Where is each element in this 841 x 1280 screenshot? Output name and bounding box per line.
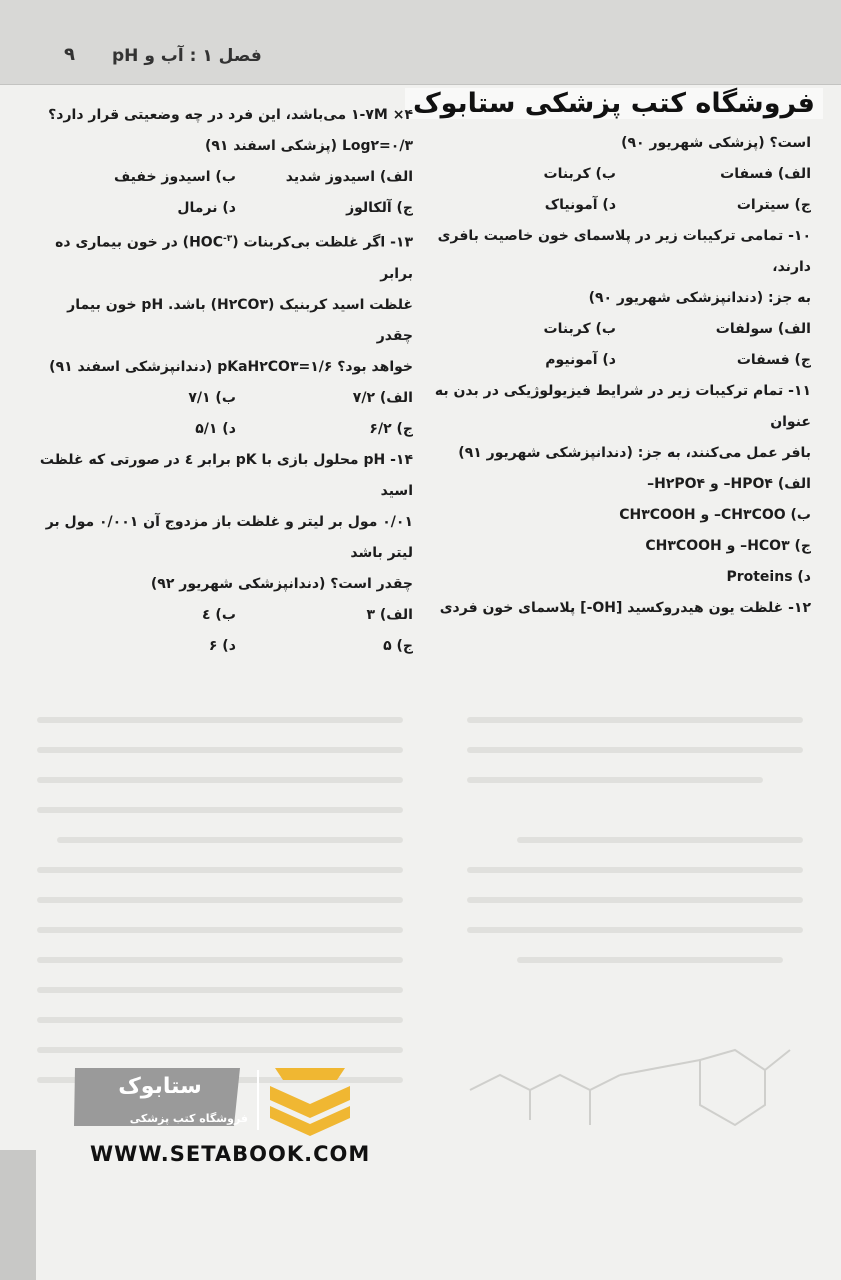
q12-line-2: ۱-۷M ×۴ می‌باشد، این فرد در چه وضعیتی قرار دارد؟ [48, 107, 413, 123]
q10-option-d: د) آمونیوم [545, 352, 616, 368]
q11-option-a: الف) HPO۴– و H۲PO۴– [647, 476, 811, 492]
q10-line-1: ۱۰- تمامی ترکیبات زیر در پلاسمای خون خاصیت بافری دارند، [437, 228, 811, 275]
page-edge-shadow [0, 1150, 36, 1280]
page-header [0, 0, 841, 85]
q10-option-a: الف) سولفات [715, 321, 811, 337]
page-number: ۹ [64, 44, 75, 65]
q14-options-row-1 [28, 600, 413, 631]
q12-line-3: Log۲=۰/۳ (پزشکی اسفند ۹۱) [204, 138, 413, 154]
q12-options-row-1 [28, 162, 413, 193]
setabook-logo-icon [70, 1060, 370, 1140]
logo-wordmark: ستابوک [118, 1074, 202, 1099]
q14-options-row-2 [28, 631, 413, 662]
q9-option-c: ج) سیترات [736, 197, 811, 213]
left-column [28, 100, 413, 662]
q13-options-row-1 [28, 383, 413, 414]
q14-line-1: ۱۴- pH محلول بازی با pK برابر ٤ در صورتی که غلظت اسید [39, 451, 413, 499]
q9-options-row-1 [421, 159, 811, 190]
q9-option-d: د) آمونیاک [544, 197, 616, 213]
logo-caption: فروشگاه کتب پزشکی [129, 1112, 248, 1125]
q13-option-a: الف) ۷/۲ [352, 389, 413, 406]
q14-option-b: ب) ٤ [202, 606, 236, 623]
q14-option-a: الف) ۳ [366, 606, 413, 623]
q11-option-b: ب) CH۳COO– و CH۳COOH [619, 507, 811, 523]
q12-option-a: الف) اسیدوز شدید [285, 169, 413, 185]
q13-line-2: غلظت اسید کربنیک (H۲CO۳) باشد. pH خون بیمار چقدر [67, 296, 413, 344]
q12-options-row-2 [28, 193, 413, 224]
q10-options-row-1 [421, 314, 811, 345]
q13-option-b: ب) ۷/۱ [188, 389, 236, 406]
q12-option-c: ج) آلکالوز [346, 200, 413, 216]
setabook-watermark [70, 1060, 370, 1170]
q14-line-2: ۰/۰۱ مول بر لیتر و غلظت باز مزدوج آن ۰/۰۰۱ مول بر لیتر باشد [45, 513, 413, 561]
q9-tail: است؟ (پزشکی شهریور ۹۰) [621, 135, 811, 151]
q10-line-2: به جز: (دندانپزشکی شهریور ۹۰) [588, 290, 811, 306]
q13-line-3: خواهد بود؟ pKaH۲CO۳=۱/۶ (دندانپزشکی اسفند ۹۱) [49, 358, 413, 375]
q11-option-c: ج) HCO۳– و CH۳COOH [645, 538, 811, 554]
q9-options-row-2 [421, 190, 811, 221]
q14-option-c: ج) ۵ [383, 637, 413, 654]
q13-line-1-start: ۱۳- اگر غلظت بی‌کربنات (HOC [189, 234, 413, 251]
q10-option-b: ب) کربنات [543, 321, 616, 337]
q13-option-d: د) ۵/۱ [195, 420, 236, 437]
q10-options-row-2 [421, 345, 811, 376]
q13-line-1 [28, 224, 413, 290]
q13-charge-superscript: -۳ [223, 234, 233, 244]
q11-line-1: ۱۱- تمام ترکیبات زیر در شرایط فیزیولوژیکی در بدن به عنوان [434, 383, 811, 430]
q13-options-row-2 [28, 414, 413, 445]
q9-option-b: ب) کربنات [543, 166, 616, 182]
chapter-title: فصل ۱ : آب و pH [112, 46, 262, 66]
shop-banner: فروشگاه کتب پزشکی ستابوک [405, 88, 823, 119]
right-column [421, 128, 811, 624]
setabook-url: WWW.SETABOOK.COM [90, 1142, 371, 1166]
q11-line-2: بافر عمل می‌کنند، به جز: (دندانپزشکی شهریور ۹۱) [458, 445, 811, 461]
q14-line-3: چقدر است؟ (دندانپزشکی شهریور ۹۲) [150, 575, 413, 592]
q13-option-c: ج) ۶/۲ [369, 420, 413, 437]
q12-line-1: ۱۲- غلظت یون هیدروکسید [OH-] پلاسمای خون فردی [439, 600, 811, 616]
q12-option-b: ب) اسیدوز خفیف [114, 169, 236, 185]
q10-option-c: ج) فسفات [736, 352, 811, 368]
molecule-show-through-icon [450, 1030, 810, 1160]
q12-option-d: د) نرمال [177, 200, 236, 216]
q14-option-d: د) ۶ [208, 637, 236, 654]
q9-option-a: الف) فسفات [720, 166, 811, 182]
q11-option-d: د) Proteins [726, 569, 811, 585]
q13-line-1-end: ) در خون بیماری ده برابر [55, 234, 413, 282]
